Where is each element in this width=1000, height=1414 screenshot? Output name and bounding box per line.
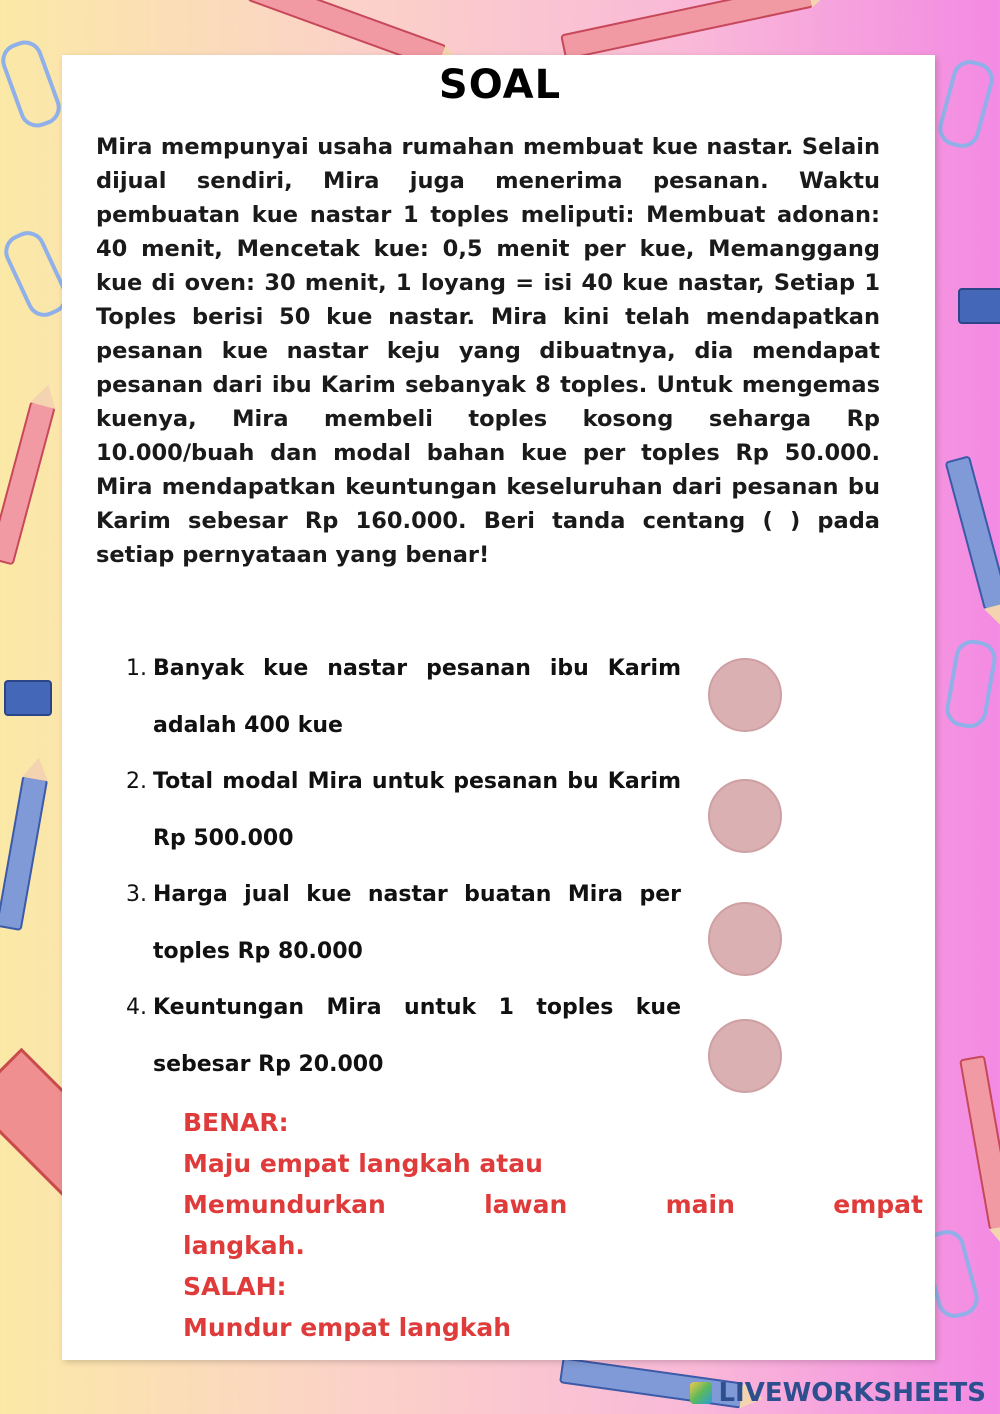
statement-number: 2.	[126, 769, 147, 794]
statement-text: Total modal Mira untuk pesanan bu Karim Rp 500.000	[153, 769, 681, 851]
game-rules	[183, 1102, 923, 1348]
page-title: SOAL	[438, 62, 562, 108]
salah-label: SALAH:	[183, 1272, 287, 1301]
pencil-icon	[959, 1055, 1000, 1231]
statement-item	[126, 753, 686, 866]
rule-word: lawan	[484, 1190, 568, 1219]
benar-label: BENAR:	[183, 1108, 289, 1137]
pencil-icon	[0, 775, 48, 931]
binder-clip-icon	[958, 288, 1000, 324]
statement-item	[126, 979, 686, 1092]
statement-text: Keuntungan Mira untuk 1 toples kue sebesar Rp 20.000	[153, 995, 681, 1077]
liveworksheets-logo-icon	[690, 1382, 712, 1404]
paperclip-icon	[943, 637, 1000, 731]
statement-number: 4.	[126, 995, 147, 1020]
statement-2-checkbox[interactable]	[708, 779, 782, 853]
statement-number: 1.	[126, 656, 147, 681]
benar-line-1: Maju empat langkah atau	[183, 1149, 543, 1178]
pencil-icon	[560, 0, 814, 60]
watermark-text: LIVEWORKSHEETS	[718, 1378, 986, 1408]
binder-clip-icon	[4, 680, 52, 716]
statement-4-checkbox[interactable]	[708, 1019, 782, 1093]
rule-word: Memundurkan	[183, 1190, 386, 1219]
statement-item	[126, 866, 686, 979]
rule-word: main	[665, 1190, 735, 1219]
statement-list	[126, 640, 686, 1092]
statement-text: Harga jual kue nastar buatan Mira per toples Rp 80.000	[153, 882, 681, 964]
benar-line-3: langkah.	[183, 1231, 305, 1260]
benar-line-2	[183, 1184, 923, 1225]
statement-3-checkbox[interactable]	[708, 902, 782, 976]
pencil-icon	[945, 455, 1000, 610]
statement-number: 3.	[126, 882, 147, 907]
statement-item	[126, 640, 686, 753]
statement-1-checkbox[interactable]	[708, 658, 782, 732]
salah-line-1: Mundur empat langkah	[183, 1313, 512, 1342]
question-text: Mira mempunyai usaha rumahan membuat kue nastar. Selain dijual sendiri, Mira juga menerima pesanan. Waktu pembuatan kue nastar 1 toples meliputi: Membuat adonan: 40 menit, Mencetak kue: 0,5 menit per kue, Memanggang kue di oven: 30 menit, 1 loyang = isi 40 kue nastar, Setiap 1 Toples berisi 50 kue nastar. Mira kini telah mendapatkan pesanan kue nastar keju yang dibuatnya, dia mendapat pesanan dari ibu Karim sebanyak 8 toples. Untuk mengemas kuenya, Mira membeli toples kosong seharga Rp 10.000/buah dan modal bahan kue per toples Rp 50.000. Mira mendapatkan keuntungan keseluruhan dari pesanan bu Karim sebesar Rp 160.000. Beri tanda centang ( ) pada setiap pernyataan yang benar!	[96, 134, 880, 568]
pencil-icon	[0, 400, 56, 565]
rule-word: empat	[833, 1190, 923, 1219]
statement-text: Banyak kue nastar pesanan ibu Karim adalah 400 kue	[153, 656, 681, 738]
liveworksheets-watermark	[690, 1378, 986, 1408]
